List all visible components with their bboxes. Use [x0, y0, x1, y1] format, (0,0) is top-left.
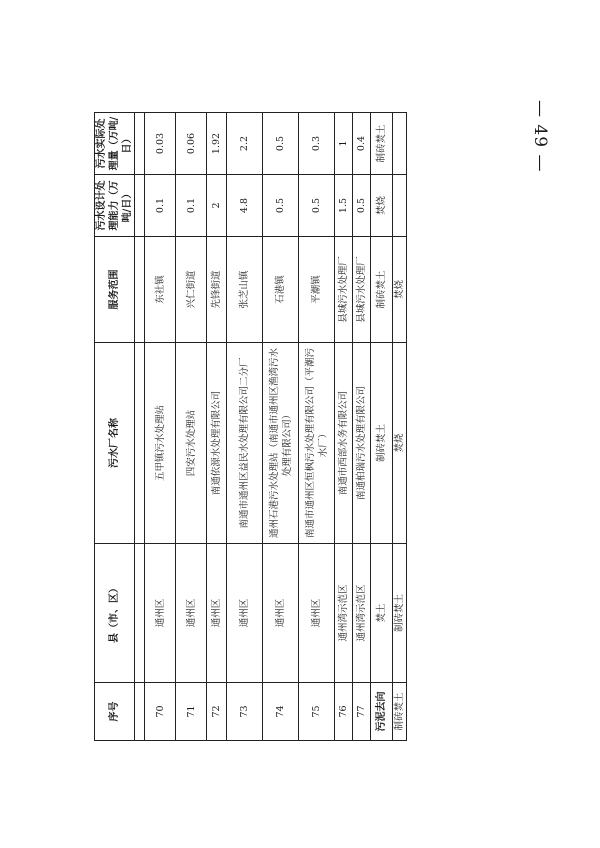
cell-sludge-top: 焚土	[371, 544, 393, 683]
header-design-capacity: 污水设计处理能力（万吨/日）	[95, 175, 135, 237]
cell-county: 通州区	[145, 544, 176, 683]
table-row	[299, 113, 335, 741]
sewage-plant-table-container	[94, 113, 405, 741]
table-row	[353, 113, 371, 741]
cell-service: 石港镇	[263, 237, 299, 343]
cell-plant: 南通市通州区恒枫污水处理有限公司（平潮污水厂）	[299, 343, 335, 544]
cell-service: 张芝山镇	[227, 237, 263, 343]
cell-plant: 四安污水处理站	[176, 343, 207, 544]
table-row-continuation	[135, 113, 145, 741]
cell-seq: 77	[353, 683, 371, 741]
cell-service: 东社镇	[145, 237, 176, 343]
header-actual-volume: 污水实际处理量（万吨/日）	[95, 113, 135, 175]
header-plant: 污水厂名称	[95, 343, 135, 544]
cell-actual: 0.06	[176, 113, 207, 175]
cell-design: 4.8	[227, 175, 263, 237]
table-row	[176, 113, 207, 741]
sludge-row-2	[393, 113, 407, 741]
table-row	[335, 113, 353, 741]
sludge-header-row	[371, 113, 393, 741]
cell-seq: 70	[145, 683, 176, 741]
cell-county: 通州区	[299, 544, 335, 683]
cell-sludge: 焚烧	[371, 175, 393, 237]
cell-design: 0.5	[299, 175, 335, 237]
cell-design: 0.5	[263, 175, 299, 237]
cell-county: 通州湾示范区	[335, 544, 353, 683]
cell-seq: 76	[335, 683, 353, 741]
table-row	[263, 113, 299, 741]
cell-county: 通州湾示范区	[353, 544, 371, 683]
cell-actual: 0.4	[353, 113, 371, 175]
cell-seq: 71	[176, 683, 207, 741]
cell-actual: 0.5	[263, 113, 299, 175]
cell-service: 县城污水处理厂	[335, 237, 353, 343]
cell-county: 通州区	[227, 544, 263, 683]
page-number-text: — 49 —	[530, 100, 550, 173]
sewage-plant-table	[94, 112, 407, 741]
cell-county: 通州区	[176, 544, 207, 683]
cell-sludge: 焚烧	[393, 343, 407, 544]
cell-sludge: 制砖焚土	[371, 113, 393, 175]
cell-actual: 0.03	[145, 113, 176, 175]
cell-design: 0.1	[145, 175, 176, 237]
cell-plant: 南通依源水处理有限公司	[207, 343, 227, 544]
table-row	[227, 113, 263, 741]
cell-design: 1.5	[335, 175, 353, 237]
header-seq: 序号	[95, 683, 135, 741]
cell-sludge: 制砖焚土	[371, 343, 393, 544]
cell-sludge: 焚烧	[393, 237, 407, 343]
cell-actual: 0.3	[299, 113, 335, 175]
cell-plant: 南通市西部水务有限公司	[335, 343, 353, 544]
table-row	[207, 113, 227, 741]
cell-plant: 南通柏瑞污水处理有限公司	[353, 343, 371, 544]
cell-service: 先锋街道	[207, 237, 227, 343]
cell-seq: 75	[299, 683, 335, 741]
header-row	[95, 113, 135, 741]
cell-service: 兴仁街道	[176, 237, 207, 343]
cell-actual: 1	[335, 113, 353, 175]
table-row	[145, 113, 176, 741]
cell-plant: 五甲镇污水处理站	[145, 343, 176, 544]
cell-county: 通州区	[207, 544, 227, 683]
cell-county: 通州区	[263, 544, 299, 683]
header-service: 服务范围	[95, 237, 135, 343]
cell-design: 0.1	[176, 175, 207, 237]
cell-service: 平潮镇	[299, 237, 335, 343]
cell-design: 2	[207, 175, 227, 237]
cell-plant: 通州石港污水处理站（南通市通州区渔湾污水处理有限公司）	[263, 343, 299, 544]
cell-design: 0.5	[353, 175, 371, 237]
cell-sludge: 制砖焚土	[371, 237, 393, 343]
cell-seq: 73	[227, 683, 263, 741]
cell-service: 县城污水处理厂	[353, 237, 371, 343]
cell-actual: 2.2	[227, 113, 263, 175]
cell-seq: 72	[207, 683, 227, 741]
cell-plant: 南通市通州区益民水处理有限公司二分厂	[227, 343, 263, 544]
cell-sludge: 制砖焚土	[393, 683, 407, 741]
cell-seq: 74	[263, 683, 299, 741]
cell-actual: 1.92	[207, 113, 227, 175]
header-county: 县（市、区）	[95, 544, 135, 683]
cell-sludge: 制砖焚土	[393, 544, 407, 683]
header-sludge: 污泥去向	[371, 683, 393, 741]
